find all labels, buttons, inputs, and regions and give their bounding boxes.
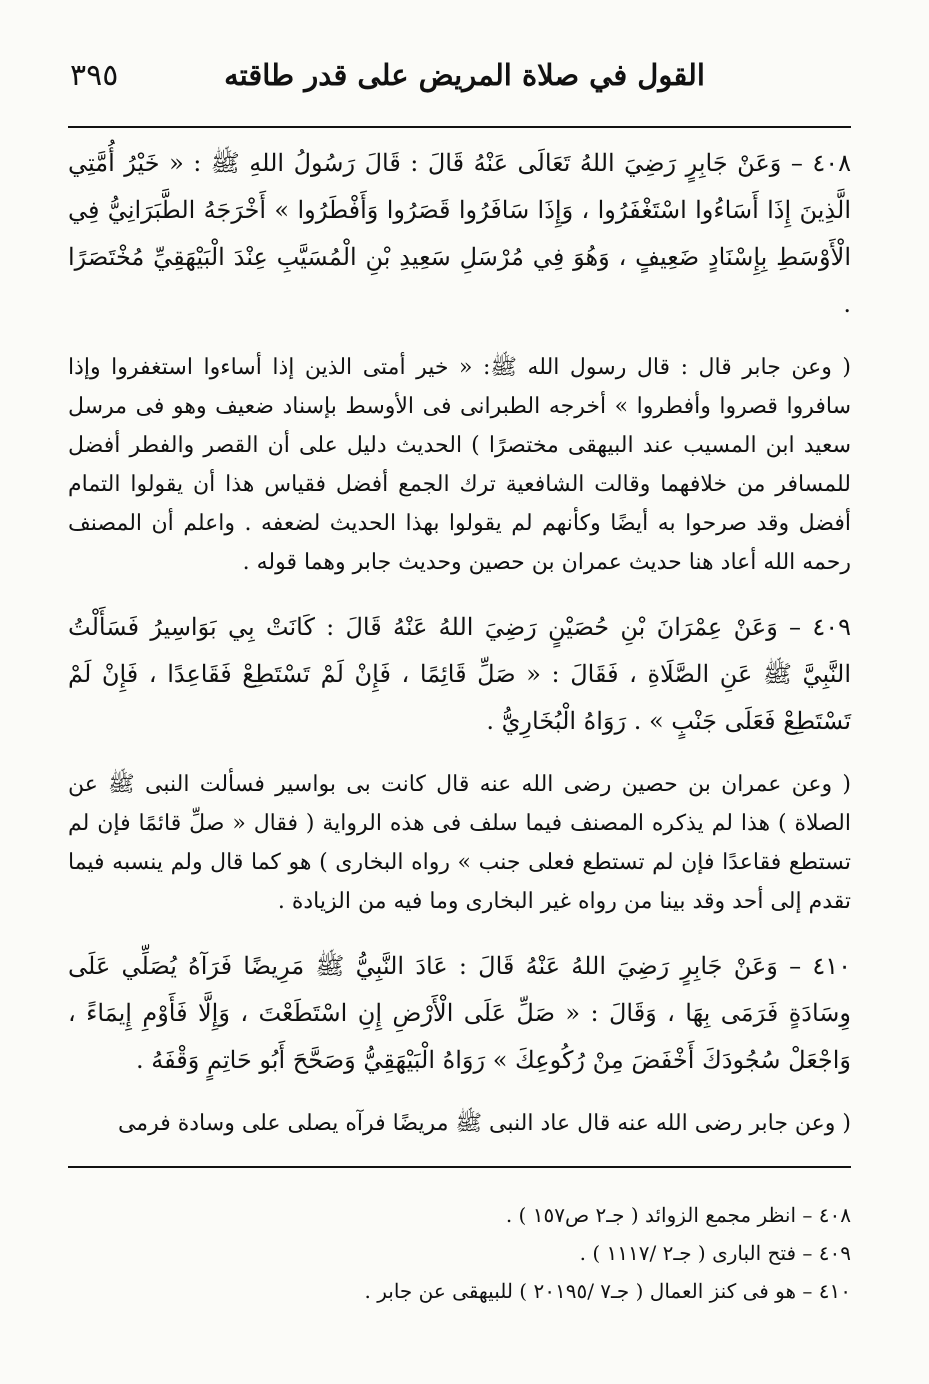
footnote-rule xyxy=(68,1166,851,1168)
header-rule xyxy=(68,126,851,128)
page-header xyxy=(70,58,859,110)
hadith-410: ٤١٠ – وَعَنْ جَابِرٍ رَضِيَ اللهُ عَنْهُ قَالَ : عَادَ النَّبِيُّ ﷺ مَرِيضًا فَرَآهُ يُصَلِّي عَلَى وِسَادَةٍ فَرَمَى بِهَا ، وَقَالَ : « صَلِّ عَلَى الْأَرْضِ إِنِ اسْتَطَعْتَ ، وَإِلَّا فَأَوْمِ إِيمَاءً ، وَاجْعَلْ سُجُودَكَ أَخْفَضَ مِنْ رُكُوعِكَ » رَوَاهُ الْبَيْهَقِيُّ وَصَحَّحَ أَبُو حَاتِمٍ وَقْفَهُ . xyxy=(68,952,851,1074)
footnotes xyxy=(68,1196,851,1310)
commentary-409: ( وعن عمران بن حصين رضى الله عنه قال كانت بى بواسير فسألت النبى ﷺ عن الصلاة ) هذا لم يذكره المصنف فيما سلف فى هذه الرواية ( فقال « صلِّ قائمًا فإن لم تستطع فقاعدًا فإن لم تستطع فعلى جنب » رواه البخارى ) هو كما قال ولم ينسبه فيما تقدم إلى أحد وقد بينا من رواه غير البخارى وما فيه من الزيادة . xyxy=(68,772,851,914)
footnote-408: ٤٠٨ – انظر مجمع الزوائد ( جـ٢ ص١٥٧ ) . xyxy=(505,1203,851,1227)
commentary-408: ( وعن جابر قال : قال رسول الله ﷺ: « خير أمتى الذين إذا أساءوا استغفروا وإذا سافروا قصروا وأفطروا » أخرجه الطبرانى فى الأوسط بإسناد ضعيف وهو فى مرسل سعيد ابن المسيب عند البيهقى مختصرًا ) الحديث دليل على أن القصر والفطر أفضل للمسافر من خلافهما وقالت الشافعية ترك الجمع أفضل فقياس هذا أن يقولوا التمام أفضل وقد صرحوا به أيضًا وكأنهم لم يقولوا بهذا الحديث لضعفه . واعلم أن المصنف رحمه الله أعاد هنا حديث عمران بن حصين وحديث جابر وهما قوله . xyxy=(68,355,851,575)
footnote-410: ٤١٠ – هو فى كنز العمال ( جـ٧ /٢٠١٩٥ ) للبيهقى عن جابر . xyxy=(364,1279,851,1303)
hadith-408: ٤٠٨ – وَعَنْ جَابِرٍ رَضِيَ اللهُ تَعَالَى عَنْهُ قَالَ : قَالَ رَسُولُ اللهِ ﷺ : « خَيْرُ أُمَّتِي الَّذِينَ إِذَا أَسَاءُوا اسْتَغْفَرُوا ، وَإِذَا سَافَرُوا قَصَرُوا وَأَفْطَرُوا » أَخْرَجَهُ الطَّبَرَانِيُّ فِي الْأَوْسَطِ بِإِسْنَادٍ ضَعِيفٍ ، وَهُوَ فِي مُرْسَلِ سَعِيدِ بْنِ الْمُسَيَّبِ عِنْدَ الْبَيْهَقِيِّ مُخْتَصَرًا . xyxy=(68,149,852,318)
commentary-410: ( وعن جابر رضى الله عنه قال عاد النبى ﷺ مريضًا فرآه يصلى على وسادة فرمى xyxy=(117,1111,851,1136)
main-text xyxy=(68,140,851,1165)
running-title: القول في صلاة المريض على قدر طاقته xyxy=(224,58,705,92)
page-number: ٣٩٥ xyxy=(70,58,119,93)
hadith-409: ٤٠٩ – وَعَنْ عِمْرَانَ بْنِ حُصَيْنٍ رَضِيَ اللهُ عَنْهُ قَالَ : كَانَتْ بِي بَوَاسِيرُ فَسَأَلْتُ النَّبِيَّ ﷺ عَنِ الصَّلَاةِ ، فَقَالَ : « صَلِّ قَائِمًا ، فَإِنْ لَمْ تَسْتَطِعْ فَقَاعِدًا ، فَإِنْ لَمْ تَسْتَطِعْ فَعَلَى جَنْبٍ » . رَوَاهُ الْبُخَارِيُّ . xyxy=(68,613,851,735)
footnote-409: ٤٠٩ – فتح البارى ( جـ٢ /١١١٧ ) . xyxy=(579,1241,851,1265)
